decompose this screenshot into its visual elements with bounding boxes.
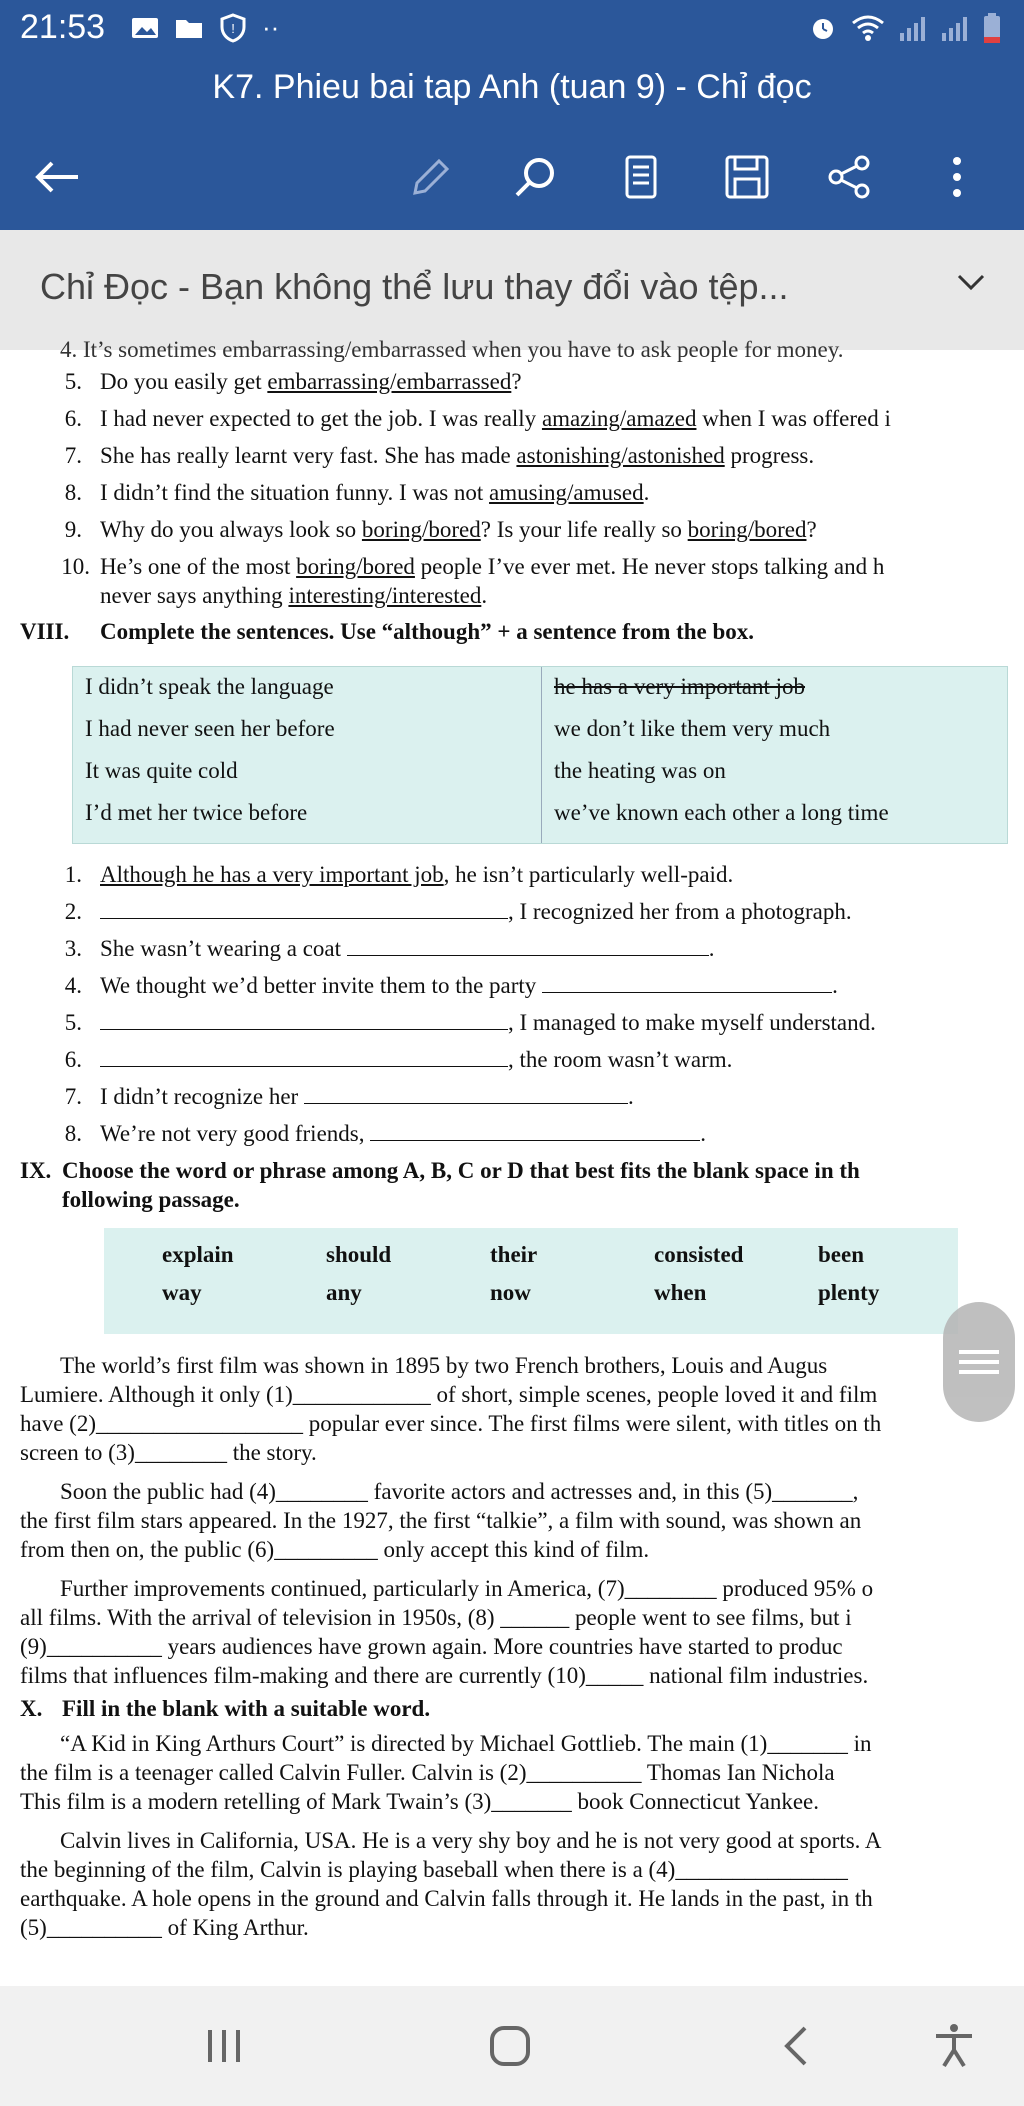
section-title: Fill in the blank with a suitable word. [62,1696,431,1721]
exercise-item-continuation: never says anything interesting/interested. [100,583,488,608]
passage-line: Soon the public had (4)________ favorite actors and actresses and, in this (5)_______, [60,1479,859,1504]
back-arrow-icon [32,157,82,197]
accessibility-button[interactable] [914,2016,994,2076]
word-box-item: way [162,1280,202,1305]
more-options-button[interactable] [922,142,992,212]
share-button[interactable] [815,142,885,212]
image-icon [130,15,160,41]
wifi-icon [850,13,886,43]
box-phrase: I had never seen her before [85,716,335,741]
cut-off-line: 4. It’s sometimes embarrassing/embarrassed when you have to ask people for money. [60,337,844,362]
word-box-item: plenty [818,1280,880,1305]
word-box-item: any [326,1280,362,1305]
recents-button[interactable] [184,2016,264,2076]
answer-blank [100,1046,508,1067]
passage-line: This film is a modern retelling of Mark Twain’s (3)_______ book Connecticut Yankee. [20,1789,820,1814]
banner-expand-button[interactable] [956,272,986,297]
passage-line: films that influences film-making and there are currently (10)_____ national film industries. [20,1663,869,1688]
answer-blank [542,972,832,993]
chevron-down-icon [956,272,986,292]
folder-icon [174,15,204,41]
answer-blank [100,898,508,919]
signal-icon-2 [940,13,970,43]
passage-line: Lumiere. Although it only (1)____________ of short, simple scenes, people loved it and film [20,1382,878,1407]
passage-line: (5)__________ of King Arthur. [20,1915,309,1940]
passage-line: all films. With the arrival of television in 1950s, (8) ______ people went to see films, but i [20,1605,852,1630]
answer-blank [370,1120,700,1141]
word-box [104,1228,958,1334]
home-icon [488,2024,532,2068]
passage-line: “A Kid in King Arthurs Court” is directed by Michael Gottlieb. The main (1)_______ in [60,1731,872,1756]
section-number: VIII. [20,619,70,644]
search-button[interactable] [500,142,570,212]
answer-blank [100,1009,508,1030]
toolbar [0,142,1024,212]
box-phrase: It was quite cold [85,758,238,783]
section-title: Complete the sentences. Use “although” + a sentence from the box. [100,619,755,644]
passage-line: the film is a teenager called Calvin Fuller. Calvin is (2)__________ Thomas Ian Nichola [20,1760,835,1785]
system-nav-bar [0,1986,1024,2106]
read-only-banner[interactable] [0,230,1024,350]
section-title-continuation: following passage. [62,1187,240,1212]
edit-button[interactable] [396,142,466,212]
reader-mode-button[interactable] [606,142,676,212]
passage-line: earthquake. A hole opens in the ground and Calvin falls through it. He lands in the past, in th [20,1886,873,1911]
reader-icon [621,153,661,201]
back-button[interactable] [22,142,92,212]
box-phrase-used: he has a very important job [554,674,806,699]
more-vert-icon [947,153,967,201]
scroll-handle[interactable] [943,1302,1015,1422]
document-title: K7. Phieu bai tap Anh (tuan 9) - Chỉ đọc [212,68,812,106]
word-box-item: explain [162,1242,234,1267]
passage-line: the first film stars appeared. In the 1927, the first “talkie”, a film with sound, was shown an [20,1508,862,1533]
section-title: Choose the word or phrase among A, B, C or D that best fits the blank space in th [62,1158,860,1183]
save-icon [723,153,771,201]
section-number: IX. [20,1158,52,1183]
home-button[interactable] [470,2016,550,2076]
passage-line: (9)__________ years audiences have grown again. More countries have started to produc [20,1634,843,1659]
word-box-item: now [490,1280,531,1305]
passage-line: Calvin lives in California, USA. He is a very shy boy and he is not very good at sports. A [60,1828,882,1853]
nav-back-icon [781,2024,811,2068]
recents-icon [202,2026,246,2066]
box-phrase: we don’t like them very much [554,716,831,741]
passage-line: from then on, the public (6)_________ only accept this kind of film. [20,1537,650,1562]
passage-line: The world’s first film was shown in 1895 by two French brothers, Louis and Augus [60,1353,828,1378]
box-phrase: the heating was on [554,758,726,783]
battery-icon [982,12,1002,44]
drag-handle-icon [943,1302,1015,1422]
passage-line: Further improvements continued, particularly in America, (7)________ produced 95% o [60,1576,874,1601]
answer-blank [304,1083,628,1104]
signal-icon [898,13,928,43]
box-divider [541,667,542,843]
svg-text:!: ! [231,20,235,36]
phrase-box [72,666,1008,844]
box-phrase: I didn’t speak the language [85,674,334,699]
passage-line: have (2)__________________ popular ever since. The first films were silent, with titles on th [20,1411,882,1436]
share-icon [826,153,874,201]
passage-line: the beginning of the film, Calvin is playing baseball when there is a (4)_______________ [20,1857,848,1882]
nav-back-button[interactable] [756,2016,836,2076]
save-button[interactable] [712,142,782,212]
section-number: X. [20,1696,43,1721]
word-box-item: their [490,1242,538,1267]
status-bar [0,0,1024,60]
word-box-item: consisted [654,1242,744,1267]
status-system-icons [808,12,1002,44]
accessibility-icon [932,2022,976,2070]
word-box-item: when [654,1280,707,1305]
passage-line: screen to (3)________ the story. [20,1440,317,1465]
shield-icon [218,13,248,43]
status-notification-icons [130,12,279,43]
pencil-icon [407,153,455,201]
word-box-item: been [818,1242,864,1267]
app-bar [0,60,1024,230]
status-time: 21:53 [20,8,106,46]
box-phrase: I’d met her twice before [85,800,308,825]
alarm-icon [808,13,838,43]
answer-blank [347,935,709,956]
word-box-item: should [326,1242,392,1267]
status-more-dots: ·· [262,12,280,42]
box-phrase: we’ve known each other a long time [554,800,889,825]
read-only-message: Chỉ Đọc - Bạn không thể lưu thay đổi vào tệp... [40,266,789,307]
search-icon [511,153,559,201]
document-page[interactable]: 4. It’s sometimes embarrassing/embarrassed when you have to ask people for money. 5. Do you easily get embarrassing/embarrassed? 6. I had never expected to get the job. I was really amazing/amazed when I was offered i 7. She has really learnt very fast. She has made astonishing/astonished progress. 8. I didn’t find the situation funny. I was not amusing/amused. 9. Why do you always look so boring/bored? Is your life really so boring/bored? 10. He’s one of the most boring/bored people I’ve ever met. He never stops talking and h never says anything interesting/interested. VIII. Complete the sentences. Use “although” + a sentence from the box. I didn’t speak the language I had never seen her before It was quite cold I’d met her twice before he has a very important job we don’t like them very much the heating was on we’ve known each other a long time 1. Although he has a very important job, he isn’t particularly well-paid. 2. , I recognized her from a photograph. 3. She wasn’t wearing a coat . 4. We thought we’d better invite them to the party . 5. , I managed to make myself understand. 6. , the room wasn’t warm. 7. I didn’t recognize her . 8. We’re not very good friends, . IX. Choose the word or phrase among A, B, C or D that best fits the blank space in th following passage. explain should their consisted been way any now when plenty The world’s first film was shown in 1895 by two French brothers, Louis and Augus Lumiere. Although it only (1)____________ of short, simple scenes, people loved it and film have (2)__________________ popular ever since. The first films were silent, with titles on th screen to (3)________ the story. Soon the public had (4)________ favorite actors and actresses and, in this (5)_______, the first film stars appeared. In the 1927, the first “talkie”, a film with sound, was shown an from then on, the public (6)_________ only accept this kind of film. Further improvements continued, particularly in America, (7)________ produced 95% o all films. With the arrival of television in 1950s, (8) ______ people went to see films, but i (9)__________ years audiences have grown again. More countries have started to produc films that influences film-making and there are currently (10)_____ national film industries. X. Fill in the blank with a suitable word. “A Kid in King Arthurs Court” is directed by Michael Gottlieb. The main (1)_______ in the film is a teenager called Calvin Fuller. Calvin is (2)__________ Thomas Ian Nichola This film is a modern retelling of Mark Twain’s (3)_______ book Connecticut Yankee. Calvin lives in California, USA. He is a very shy boy and he is not very good at sports. A the beginning of the film, Calvin is playing baseball when there is a (4)_______________ earthquake. A hole opens in the ground and Calvin falls through it. He lands in the past, in th (5)__________ of King Arthur. [0,350,1024,1990]
